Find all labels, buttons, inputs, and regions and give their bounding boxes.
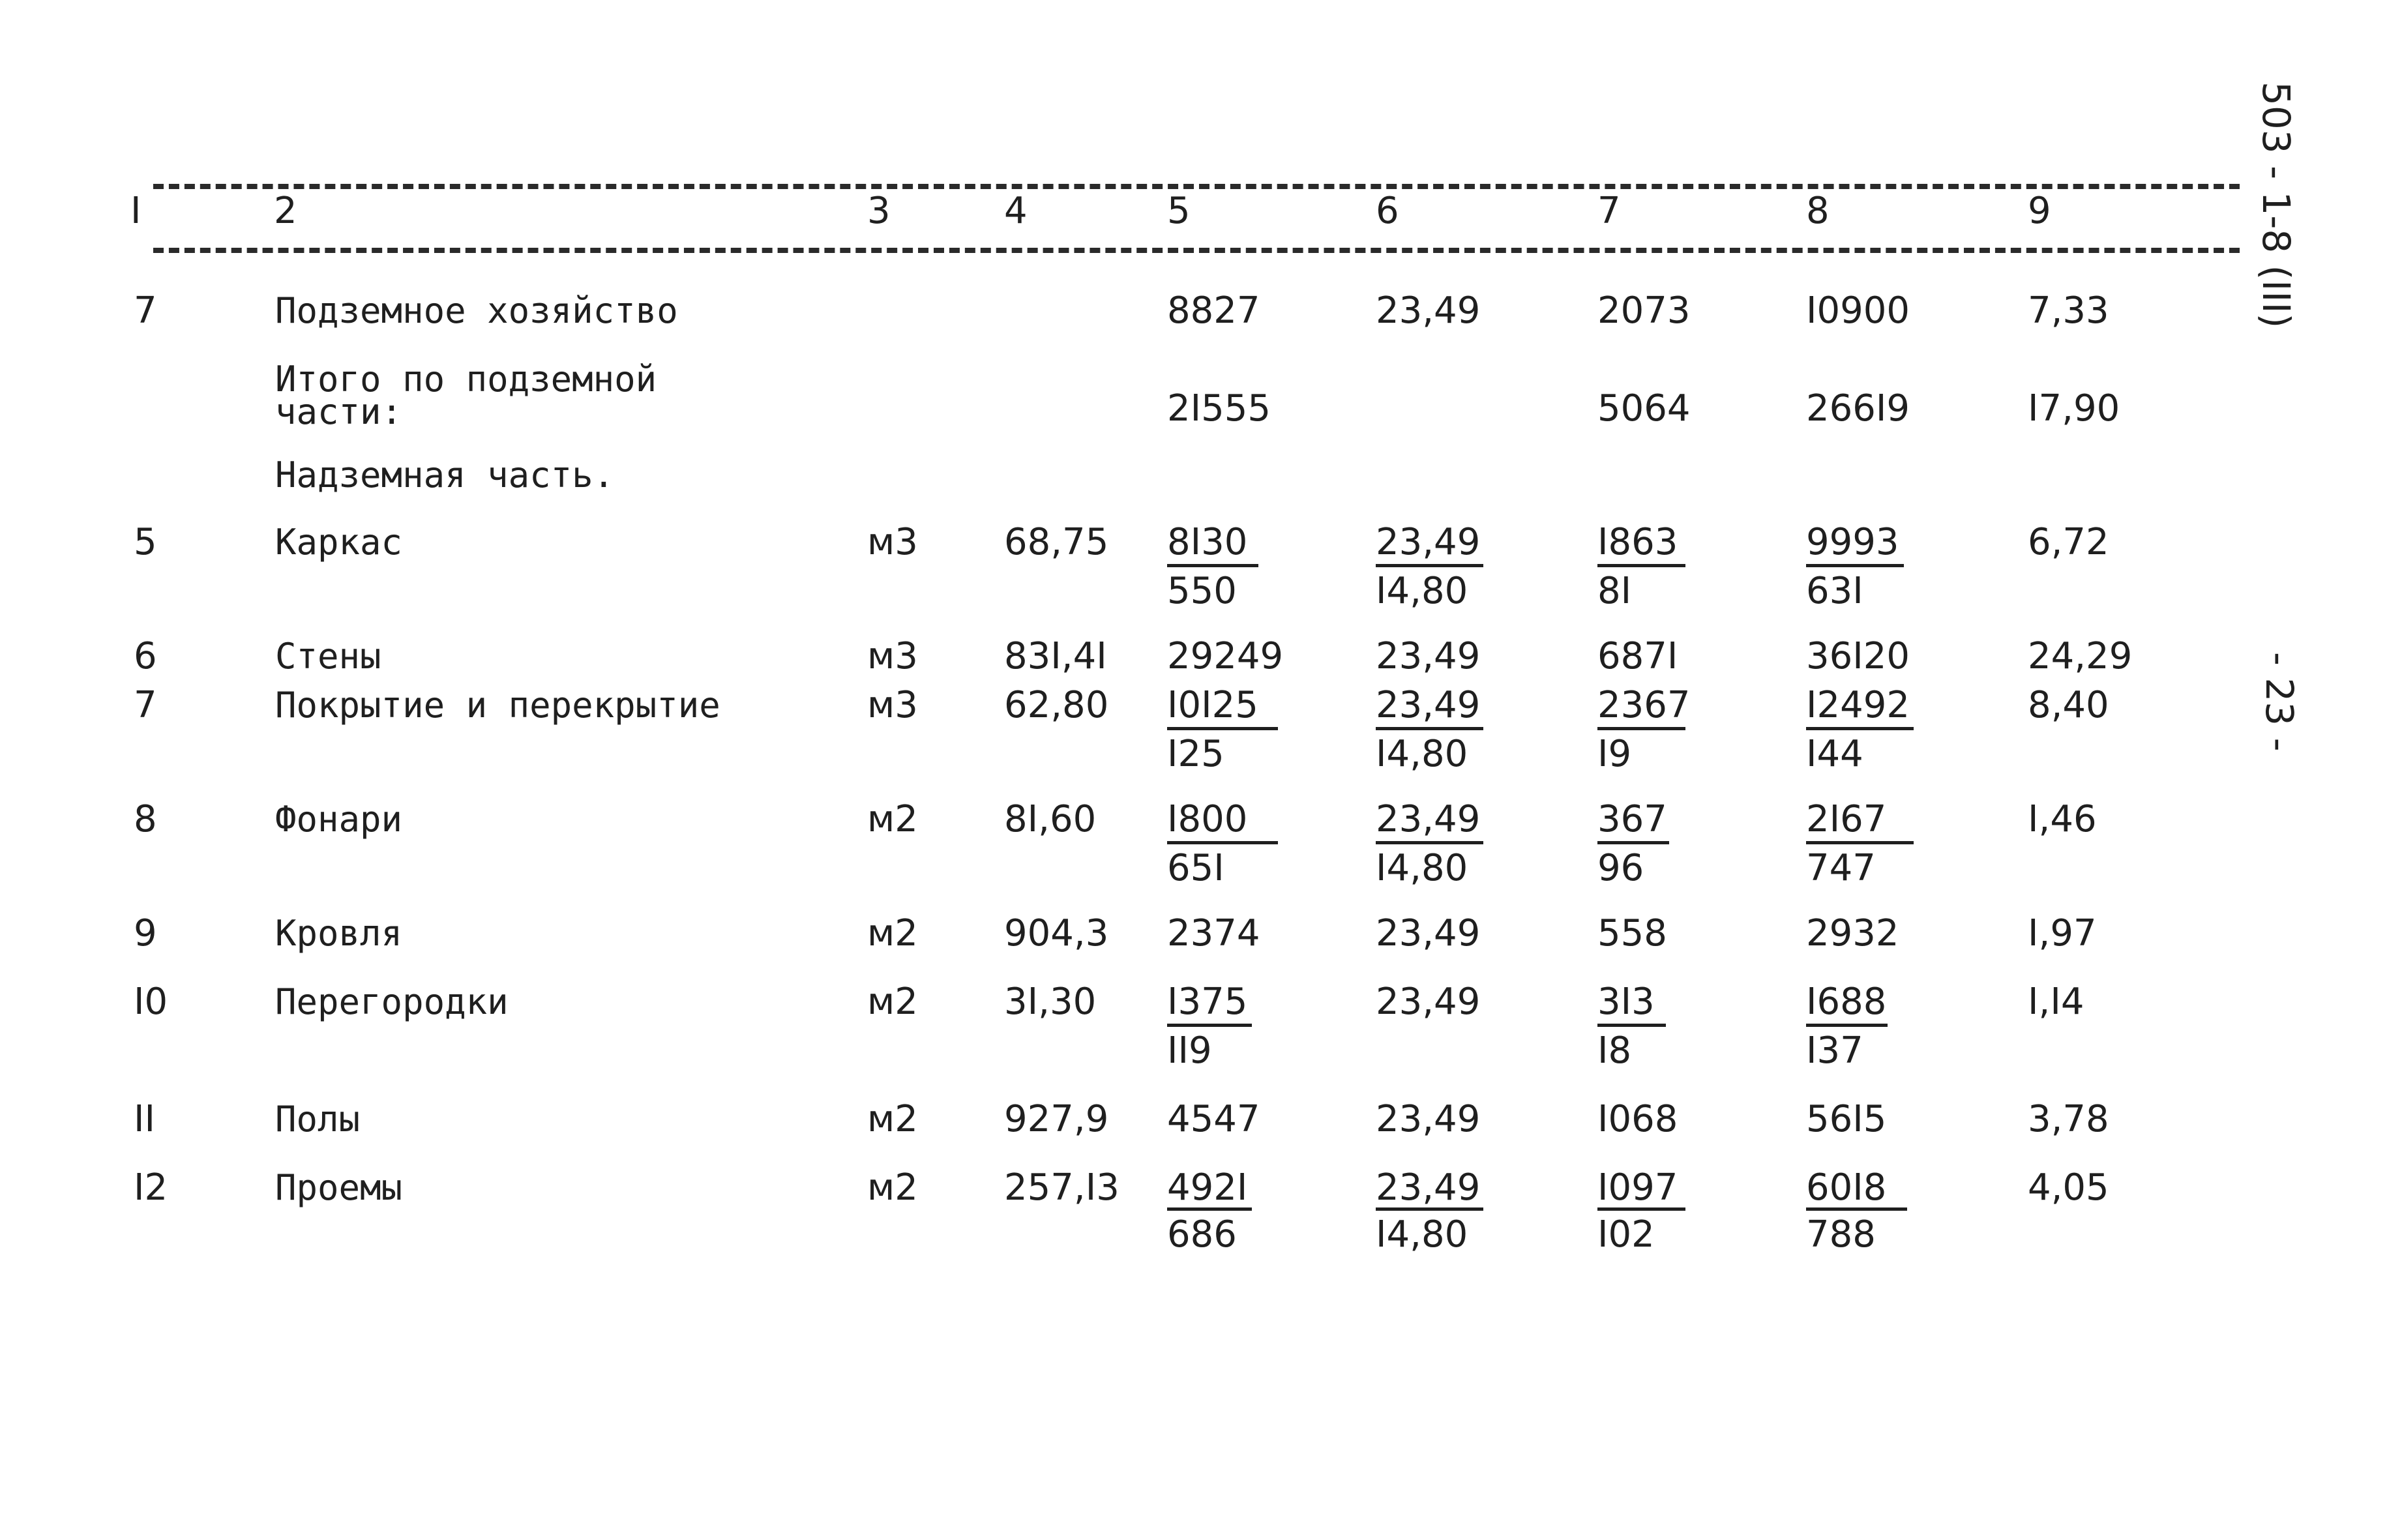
row-11-col5-top: 492I <box>1167 1166 1248 1209</box>
underline-row-9-col8 <box>1806 1024 1888 1027</box>
underline-row-9-col7 <box>1597 1024 1666 1027</box>
row-10-name: Полы <box>275 1099 361 1140</box>
row-11-col6-bottom: I4,80 <box>1376 1213 1468 1256</box>
row-10-col4: 927,9 <box>1004 1098 1109 1140</box>
section-heading-above-ground: Надземная часть. <box>275 454 615 496</box>
row-2-name-line-1: Итого по подземной <box>275 359 657 400</box>
row-1-col9: 7,33 <box>2028 289 2109 332</box>
underline-row-7-col7 <box>1597 841 1669 844</box>
row-9-col7-top: 3I3 <box>1597 981 1655 1023</box>
row-5-col7: 687I <box>1597 635 1678 677</box>
row-2-col8: 266I9 <box>1806 387 1910 430</box>
row-4-col5-top: 8I30 <box>1167 521 1248 563</box>
row-10-number: II <box>134 1098 156 1140</box>
underline-row-6-col6 <box>1376 727 1483 730</box>
row-7-unit: м2 <box>867 798 918 840</box>
row-1-name: Подземное хозяйство <box>275 290 678 331</box>
row-11-col6-top: 23,49 <box>1376 1166 1481 1209</box>
row-8-col9: I,97 <box>2028 912 2097 955</box>
underline-row-4-col7 <box>1597 564 1685 567</box>
header-col-3: 3 <box>867 190 891 232</box>
underline-row-6-col5 <box>1167 727 1278 730</box>
header-col-5: 5 <box>1167 190 1191 232</box>
row-8-col5: 2374 <box>1167 912 1260 955</box>
row-5-col4: 83I,4I <box>1004 635 1107 677</box>
header-col-2: 2 <box>274 190 297 232</box>
row-4-col9: 6,72 <box>2028 521 2109 563</box>
row-1-col7: 2073 <box>1597 289 1691 332</box>
row-6-col8-bottom: I44 <box>1806 733 1863 775</box>
underline-row-11-col8 <box>1806 1207 1907 1211</box>
underline-row-7-col6 <box>1376 841 1483 844</box>
row-7-name: Фонари <box>275 799 403 840</box>
row-11-number: I2 <box>134 1166 168 1209</box>
row-5-col9: 24,29 <box>2028 635 2133 677</box>
row-9-col9: I,I4 <box>2028 981 2084 1023</box>
row-4-name: Каркас <box>275 522 403 563</box>
row-11-col7-top: I097 <box>1597 1166 1678 1209</box>
row-7-number: 8 <box>134 798 157 840</box>
row-4-col6-bottom: I4,80 <box>1376 570 1468 612</box>
header-col-8: 8 <box>1806 190 1830 232</box>
row-7-col5-bottom: 65I <box>1167 847 1224 889</box>
underline-row-7-col5 <box>1167 841 1278 844</box>
row-7-col8-bottom: 747 <box>1806 847 1876 889</box>
row-9-unit: м2 <box>867 981 918 1023</box>
row-6-col7-bottom: I9 <box>1597 733 1632 775</box>
header-col-7: 7 <box>1597 190 1621 232</box>
row-11-col8-top: 60I8 <box>1806 1166 1887 1209</box>
row-9-col8-bottom: I37 <box>1806 1029 1863 1072</box>
row-7-col7-bottom: 96 <box>1597 847 1644 889</box>
row-6-col5-bottom: I25 <box>1167 733 1224 775</box>
row-8-col8: 2932 <box>1806 912 1899 955</box>
row-8-name: Кровля <box>275 913 403 954</box>
underline-row-7-col8 <box>1806 841 1914 844</box>
row-11-col7-bottom: I02 <box>1597 1213 1655 1256</box>
row-4-col5-bottom: 550 <box>1167 570 1237 612</box>
row-11-col4: 257,I3 <box>1004 1166 1119 1209</box>
row-1-col5: 8827 <box>1167 289 1260 332</box>
row-5-name: Стены <box>275 636 381 677</box>
underline-row-11-col7 <box>1597 1207 1685 1211</box>
header-col-1: I <box>130 190 141 232</box>
row-5-col5: 29249 <box>1167 635 1284 677</box>
row-2-col9: I7,90 <box>2028 387 2120 430</box>
row-9-col5-bottom: II9 <box>1167 1029 1212 1072</box>
row-11-col5-bottom: 686 <box>1167 1213 1237 1256</box>
row-4-unit: м3 <box>867 521 918 563</box>
row-6-name: Покрытие и перекрытие <box>275 685 720 726</box>
page-number: - 23 - <box>2257 652 2302 752</box>
row-7-col9: I,46 <box>2028 798 2097 840</box>
row-9-col6: 23,49 <box>1376 981 1481 1023</box>
row-1-col6: 23,49 <box>1376 289 1481 332</box>
row-9-col5-top: I375 <box>1167 981 1248 1023</box>
row-7-col8-top: 2I67 <box>1806 798 1887 840</box>
row-7-col5-top: I800 <box>1167 798 1248 840</box>
row-11-unit: м2 <box>867 1166 918 1209</box>
underline-row-4-col5 <box>1167 564 1258 567</box>
row-10-col6: 23,49 <box>1376 1098 1481 1140</box>
row-7-col6-bottom: I4,80 <box>1376 847 1468 889</box>
row-9-col8-top: I688 <box>1806 981 1887 1023</box>
row-5-number: 6 <box>134 635 157 677</box>
row-4-col4: 68,75 <box>1004 521 1109 563</box>
underline-row-6-col7 <box>1597 727 1685 730</box>
header-col-6: 6 <box>1376 190 1399 232</box>
row-4-col8-bottom: 63I <box>1806 570 1863 612</box>
row-6-number: 7 <box>134 684 157 726</box>
row-8-col7: 558 <box>1597 912 1667 955</box>
row-10-col8: 56I5 <box>1806 1098 1887 1140</box>
row-4-col8-top: 9993 <box>1806 521 1899 563</box>
row-5-col6: 23,49 <box>1376 635 1481 677</box>
row-10-col7: I068 <box>1597 1098 1678 1140</box>
row-6-col7-top: 2367 <box>1597 684 1691 726</box>
row-8-col6: 23,49 <box>1376 912 1481 955</box>
row-9-number: I0 <box>134 981 168 1023</box>
header-col-4: 4 <box>1004 190 1028 232</box>
row-2-name-line-2: части: <box>275 391 403 432</box>
row-2-col7: 5064 <box>1597 387 1691 430</box>
header-top-rule <box>153 184 2240 189</box>
row-9-name: Перегородки <box>275 981 509 1022</box>
row-5-col8: 36I20 <box>1806 635 1910 677</box>
row-4-number: 5 <box>134 521 157 563</box>
row-11-col9: 4,05 <box>2028 1166 2109 1209</box>
row-10-col9: 3,78 <box>2028 1098 2109 1140</box>
row-6-col8-top: I2492 <box>1806 684 1910 726</box>
row-7-col6-top: 23,49 <box>1376 798 1481 840</box>
row-11-name: Проемы <box>275 1167 403 1208</box>
row-9-col4: 3I,30 <box>1004 981 1097 1023</box>
row-10-unit: м2 <box>867 1098 918 1140</box>
row-8-col4: 904,3 <box>1004 912 1109 955</box>
row-6-col4: 62,80 <box>1004 684 1109 726</box>
row-6-col6-top: 23,49 <box>1376 684 1481 726</box>
underline-row-4-col8 <box>1806 564 1904 567</box>
row-1-number: 7 <box>134 289 157 332</box>
row-5-unit: м3 <box>867 635 918 677</box>
row-10-col5: 4547 <box>1167 1098 1260 1140</box>
underline-row-11-col6 <box>1376 1207 1483 1211</box>
row-8-unit: м2 <box>867 912 918 955</box>
header-bottom-rule <box>153 248 2240 253</box>
row-4-col7-top: I863 <box>1597 521 1678 563</box>
underline-row-4-col6 <box>1376 564 1483 567</box>
row-6-col6-bottom: I4,80 <box>1376 733 1468 775</box>
header-col-9: 9 <box>2028 190 2051 232</box>
underline-row-11-col5 <box>1167 1207 1252 1211</box>
document-code: 503 - 1-8 (III) <box>2254 81 2298 329</box>
row-1-col8: I0900 <box>1806 289 1910 332</box>
row-11-col8-bottom: 788 <box>1806 1213 1876 1256</box>
row-7-col7-top: 367 <box>1597 798 1667 840</box>
row-6-col5-top: I0I25 <box>1167 684 1258 726</box>
row-8-number: 9 <box>134 912 157 955</box>
row-9-col7-bottom: I8 <box>1597 1029 1632 1072</box>
row-6-unit: м3 <box>867 684 918 726</box>
underline-row-9-col5 <box>1167 1024 1252 1027</box>
row-4-col7-bottom: 8I <box>1597 570 1632 612</box>
row-6-col9: 8,40 <box>2028 684 2109 726</box>
row-7-col4: 8I,60 <box>1004 798 1097 840</box>
row-2-col5: 2I555 <box>1167 387 1271 430</box>
underline-row-6-col8 <box>1806 727 1914 730</box>
row-4-col6-top: 23,49 <box>1376 521 1481 563</box>
